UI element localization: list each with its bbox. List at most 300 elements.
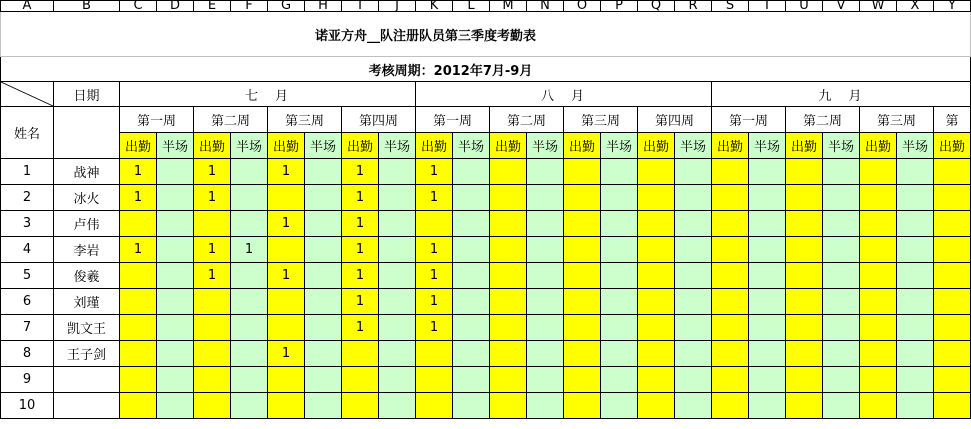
week-header[interactable]: 第三周 xyxy=(268,107,342,133)
attend-cell[interactable] xyxy=(194,289,231,315)
half-cell[interactable] xyxy=(379,237,416,263)
half-cell[interactable] xyxy=(675,237,712,263)
half-cell[interactable] xyxy=(749,185,786,211)
half-header[interactable]: 半场 xyxy=(527,133,564,159)
attend-cell[interactable] xyxy=(934,315,971,341)
half-cell[interactable] xyxy=(157,237,194,263)
attend-cell[interactable]: 1 xyxy=(194,159,231,185)
half-cell[interactable] xyxy=(823,211,860,237)
half-cell[interactable] xyxy=(231,159,268,185)
attend-header[interactable]: 出勤 xyxy=(490,133,527,159)
attend-cell[interactable]: 1 xyxy=(268,341,305,367)
column-header-H[interactable]: H xyxy=(305,1,342,12)
half-cell[interactable] xyxy=(897,185,934,211)
attend-cell[interactable] xyxy=(194,367,231,393)
row-number[interactable]: 1 xyxy=(1,159,54,185)
attend-cell[interactable] xyxy=(860,185,897,211)
half-cell[interactable] xyxy=(601,185,638,211)
column-header-Q[interactable]: Q xyxy=(638,1,675,12)
attend-cell[interactable] xyxy=(564,289,601,315)
week-header[interactable]: 第二周 xyxy=(194,107,268,133)
attend-cell[interactable] xyxy=(342,393,379,419)
half-cell[interactable] xyxy=(601,367,638,393)
attend-cell[interactable]: 1 xyxy=(194,263,231,289)
half-header[interactable]: 半场 xyxy=(379,133,416,159)
attend-cell[interactable] xyxy=(638,263,675,289)
attend-cell[interactable] xyxy=(268,367,305,393)
attend-cell[interactable]: 1 xyxy=(416,185,453,211)
attend-cell[interactable] xyxy=(934,159,971,185)
attend-cell[interactable] xyxy=(638,185,675,211)
attend-cell[interactable] xyxy=(490,263,527,289)
half-cell[interactable] xyxy=(305,315,342,341)
attend-cell[interactable] xyxy=(342,367,379,393)
attend-cell[interactable] xyxy=(490,237,527,263)
attend-cell[interactable] xyxy=(638,393,675,419)
attend-cell[interactable] xyxy=(194,393,231,419)
attend-cell[interactable] xyxy=(490,159,527,185)
half-cell[interactable] xyxy=(305,185,342,211)
half-cell[interactable] xyxy=(157,393,194,419)
half-cell[interactable] xyxy=(379,211,416,237)
week-header[interactable]: 第二周 xyxy=(490,107,564,133)
corner-diagonal-cell[interactable] xyxy=(1,82,54,107)
attend-cell[interactable]: 1 xyxy=(268,211,305,237)
attend-cell[interactable] xyxy=(564,159,601,185)
half-cell[interactable] xyxy=(749,211,786,237)
column-header-M[interactable]: M xyxy=(490,1,527,12)
half-header[interactable]: 半场 xyxy=(897,133,934,159)
attend-header[interactable]: 出勤 xyxy=(712,133,749,159)
week-header[interactable]: 第一周 xyxy=(416,107,490,133)
half-header[interactable]: 半场 xyxy=(231,133,268,159)
attend-cell[interactable] xyxy=(712,211,749,237)
half-cell[interactable] xyxy=(453,367,490,393)
half-cell[interactable] xyxy=(675,341,712,367)
half-cell[interactable] xyxy=(305,341,342,367)
attend-cell[interactable]: 1 xyxy=(342,315,379,341)
attend-cell[interactable] xyxy=(564,211,601,237)
attend-cell[interactable] xyxy=(860,237,897,263)
half-cell[interactable] xyxy=(305,159,342,185)
half-header[interactable]: 半场 xyxy=(601,133,638,159)
column-header-G[interactable]: G xyxy=(268,1,305,12)
attend-cell[interactable]: 1 xyxy=(120,159,157,185)
half-cell[interactable] xyxy=(823,263,860,289)
attend-cell[interactable] xyxy=(490,315,527,341)
half-cell[interactable] xyxy=(675,211,712,237)
half-cell[interactable] xyxy=(453,263,490,289)
half-cell[interactable] xyxy=(897,159,934,185)
half-header[interactable]: 半场 xyxy=(823,133,860,159)
half-cell[interactable] xyxy=(379,393,416,419)
attend-cell[interactable] xyxy=(860,159,897,185)
column-header-E[interactable]: E xyxy=(194,1,231,12)
attend-cell[interactable] xyxy=(712,263,749,289)
column-header-N[interactable]: N xyxy=(527,1,564,12)
attend-cell[interactable]: 1 xyxy=(342,237,379,263)
half-header[interactable]: 半场 xyxy=(749,133,786,159)
attend-cell[interactable] xyxy=(860,263,897,289)
attend-cell[interactable]: 1 xyxy=(416,315,453,341)
attend-cell[interactable] xyxy=(416,393,453,419)
half-cell[interactable] xyxy=(601,159,638,185)
half-cell[interactable] xyxy=(749,315,786,341)
attend-cell[interactable] xyxy=(120,341,157,367)
column-header-D[interactable]: D xyxy=(157,1,194,12)
attend-header[interactable]: 出勤 xyxy=(416,133,453,159)
attend-cell[interactable] xyxy=(934,211,971,237)
attend-cell[interactable]: 1 xyxy=(342,289,379,315)
attend-cell[interactable] xyxy=(934,289,971,315)
member-name[interactable]: 冰火 xyxy=(54,185,120,211)
half-cell[interactable] xyxy=(601,263,638,289)
attend-cell[interactable] xyxy=(490,393,527,419)
date-header-blank[interactable] xyxy=(54,107,120,159)
attend-cell[interactable] xyxy=(860,211,897,237)
attend-header[interactable]: 出勤 xyxy=(860,133,897,159)
half-cell[interactable] xyxy=(527,263,564,289)
attend-cell[interactable] xyxy=(786,185,823,211)
half-cell[interactable] xyxy=(601,237,638,263)
column-header-W[interactable]: W xyxy=(860,1,897,12)
half-cell[interactable] xyxy=(231,211,268,237)
half-header[interactable]: 半场 xyxy=(157,133,194,159)
column-header-R[interactable]: R xyxy=(675,1,712,12)
half-cell[interactable] xyxy=(231,393,268,419)
attend-cell[interactable] xyxy=(268,289,305,315)
attend-cell[interactable] xyxy=(638,315,675,341)
attend-cell[interactable] xyxy=(120,263,157,289)
column-header-I[interactable]: I xyxy=(342,1,379,12)
half-cell[interactable] xyxy=(749,367,786,393)
column-header-B[interactable]: B xyxy=(54,1,120,12)
half-cell[interactable] xyxy=(157,185,194,211)
week-header[interactable]: 第二周 xyxy=(786,107,860,133)
column-header-X[interactable]: X xyxy=(897,1,934,12)
attend-cell[interactable]: 1 xyxy=(416,263,453,289)
half-cell[interactable] xyxy=(675,289,712,315)
week-header[interactable]: 第四周 xyxy=(638,107,712,133)
attend-cell[interactable] xyxy=(490,211,527,237)
half-cell[interactable] xyxy=(527,159,564,185)
date-header[interactable]: 日期 xyxy=(54,82,120,107)
month-header-1[interactable]: 七 月 xyxy=(120,82,416,107)
member-name[interactable]: 刘瑾 xyxy=(54,289,120,315)
attend-cell[interactable] xyxy=(934,393,971,419)
half-cell[interactable] xyxy=(823,393,860,419)
half-cell[interactable] xyxy=(601,289,638,315)
attend-cell[interactable] xyxy=(490,341,527,367)
row-number[interactable]: 10 xyxy=(1,393,54,419)
attend-cell[interactable] xyxy=(712,315,749,341)
member-name[interactable]: 王子剑 xyxy=(54,341,120,367)
half-cell[interactable] xyxy=(527,367,564,393)
half-cell[interactable] xyxy=(527,185,564,211)
half-cell[interactable] xyxy=(453,289,490,315)
column-header-F[interactable]: F xyxy=(231,1,268,12)
attend-cell[interactable] xyxy=(194,211,231,237)
half-cell[interactable] xyxy=(231,315,268,341)
attend-cell[interactable] xyxy=(564,237,601,263)
attend-cell[interactable] xyxy=(786,159,823,185)
half-cell[interactable] xyxy=(379,159,416,185)
attend-cell[interactable] xyxy=(268,315,305,341)
attend-cell[interactable] xyxy=(268,185,305,211)
attend-cell[interactable] xyxy=(934,367,971,393)
attend-cell[interactable] xyxy=(712,159,749,185)
half-cell[interactable] xyxy=(231,341,268,367)
column-header-A[interactable]: A xyxy=(1,1,54,12)
attend-cell[interactable] xyxy=(564,315,601,341)
half-cell[interactable] xyxy=(157,263,194,289)
half-cell[interactable] xyxy=(379,315,416,341)
half-cell[interactable] xyxy=(749,237,786,263)
member-name[interactable] xyxy=(54,393,120,419)
attend-cell[interactable] xyxy=(860,289,897,315)
half-cell[interactable] xyxy=(527,315,564,341)
half-cell[interactable] xyxy=(453,237,490,263)
half-cell[interactable] xyxy=(897,393,934,419)
attend-cell[interactable] xyxy=(934,237,971,263)
half-cell[interactable] xyxy=(823,315,860,341)
half-cell[interactable] xyxy=(897,289,934,315)
column-header-K[interactable]: K xyxy=(416,1,453,12)
half-cell[interactable] xyxy=(823,185,860,211)
attend-cell[interactable]: 1 xyxy=(194,237,231,263)
attend-header[interactable]: 出勤 xyxy=(564,133,601,159)
half-cell[interactable] xyxy=(897,263,934,289)
sheet-title[interactable]: 诺亚方舟__队注册队员第三季度考勤表 xyxy=(1,12,971,57)
half-cell[interactable] xyxy=(823,237,860,263)
attend-cell[interactable] xyxy=(120,315,157,341)
half-cell[interactable] xyxy=(527,341,564,367)
half-cell[interactable] xyxy=(231,185,268,211)
attend-cell[interactable] xyxy=(934,341,971,367)
half-cell[interactable] xyxy=(231,263,268,289)
half-cell[interactable] xyxy=(305,367,342,393)
attend-cell[interactable] xyxy=(490,367,527,393)
half-cell[interactable] xyxy=(897,341,934,367)
half-cell[interactable] xyxy=(749,263,786,289)
attend-cell[interactable]: 1 xyxy=(416,289,453,315)
attend-cell[interactable]: 1 xyxy=(120,237,157,263)
week-header[interactable]: 第一周 xyxy=(120,107,194,133)
half-cell[interactable] xyxy=(379,185,416,211)
half-cell[interactable] xyxy=(823,341,860,367)
attend-cell[interactable]: 1 xyxy=(416,237,453,263)
attend-cell[interactable] xyxy=(416,341,453,367)
half-cell[interactable] xyxy=(823,367,860,393)
column-header-S[interactable]: S xyxy=(712,1,749,12)
half-cell[interactable] xyxy=(675,315,712,341)
column-header-V[interactable]: V xyxy=(823,1,860,12)
attend-cell[interactable] xyxy=(490,289,527,315)
attend-cell[interactable] xyxy=(564,367,601,393)
column-header-L[interactable]: L xyxy=(453,1,490,12)
attend-header[interactable]: 出勤 xyxy=(268,133,305,159)
half-cell[interactable] xyxy=(157,341,194,367)
half-cell[interactable] xyxy=(231,367,268,393)
month-header-2[interactable]: 八 月 xyxy=(416,82,712,107)
half-cell[interactable] xyxy=(601,211,638,237)
half-cell[interactable] xyxy=(749,341,786,367)
attend-header[interactable]: 出勤 xyxy=(786,133,823,159)
row-number[interactable]: 5 xyxy=(1,263,54,289)
period-label[interactable]: 考核周期：2012年7月-9月 xyxy=(1,57,971,82)
attend-cell[interactable] xyxy=(712,393,749,419)
half-cell[interactable] xyxy=(749,159,786,185)
member-name[interactable] xyxy=(54,367,120,393)
attend-cell[interactable] xyxy=(712,367,749,393)
attend-cell[interactable] xyxy=(712,341,749,367)
half-cell[interactable] xyxy=(601,315,638,341)
half-cell[interactable] xyxy=(305,289,342,315)
attend-cell[interactable] xyxy=(342,341,379,367)
name-header[interactable]: 姓名 xyxy=(1,107,54,159)
half-cell[interactable] xyxy=(675,159,712,185)
attend-cell[interactable] xyxy=(638,159,675,185)
attend-cell[interactable] xyxy=(564,185,601,211)
week-header[interactable]: 第四周 xyxy=(342,107,416,133)
attend-cell[interactable] xyxy=(786,289,823,315)
attend-cell[interactable] xyxy=(120,289,157,315)
half-cell[interactable] xyxy=(453,341,490,367)
attend-cell[interactable] xyxy=(120,367,157,393)
attend-cell[interactable] xyxy=(860,393,897,419)
half-cell[interactable] xyxy=(157,367,194,393)
attend-cell[interactable] xyxy=(860,315,897,341)
week-header[interactable]: 第三周 xyxy=(564,107,638,133)
row-number[interactable]: 4 xyxy=(1,237,54,263)
attend-header[interactable]: 出勤 xyxy=(120,133,157,159)
half-cell[interactable] xyxy=(527,393,564,419)
half-cell[interactable] xyxy=(749,393,786,419)
half-cell[interactable] xyxy=(675,263,712,289)
attend-cell[interactable] xyxy=(564,341,601,367)
attend-cell[interactable] xyxy=(712,185,749,211)
week-header[interactable]: 第一周 xyxy=(712,107,786,133)
attend-cell[interactable] xyxy=(786,315,823,341)
attend-cell[interactable]: 1 xyxy=(342,185,379,211)
half-cell[interactable] xyxy=(305,237,342,263)
attend-cell[interactable] xyxy=(934,263,971,289)
attend-header[interactable]: 出勤 xyxy=(194,133,231,159)
column-header-J[interactable]: J xyxy=(379,1,416,12)
half-cell[interactable] xyxy=(749,289,786,315)
attend-cell[interactable] xyxy=(120,393,157,419)
row-number[interactable]: 6 xyxy=(1,289,54,315)
attend-cell[interactable]: 1 xyxy=(342,263,379,289)
half-cell[interactable] xyxy=(231,289,268,315)
attend-cell[interactable] xyxy=(638,367,675,393)
attend-cell[interactable]: 1 xyxy=(120,185,157,211)
column-header-O[interactable]: O xyxy=(564,1,601,12)
attend-cell[interactable]: 1 xyxy=(194,185,231,211)
half-cell[interactable] xyxy=(897,237,934,263)
attend-cell[interactable]: 1 xyxy=(268,263,305,289)
attend-cell[interactable] xyxy=(786,211,823,237)
half-cell[interactable] xyxy=(527,211,564,237)
column-header-P[interactable]: P xyxy=(601,1,638,12)
attend-cell[interactable] xyxy=(268,393,305,419)
attend-cell[interactable] xyxy=(786,367,823,393)
attend-cell[interactable]: 1 xyxy=(342,211,379,237)
half-cell[interactable] xyxy=(823,289,860,315)
attend-cell[interactable] xyxy=(638,237,675,263)
half-cell[interactable] xyxy=(897,367,934,393)
attend-cell[interactable]: 1 xyxy=(268,159,305,185)
column-header-T[interactable]: T xyxy=(749,1,786,12)
attend-cell[interactable] xyxy=(860,341,897,367)
column-header-Y[interactable]: Y xyxy=(934,1,971,12)
column-header-C[interactable]: C xyxy=(120,1,157,12)
attend-cell[interactable] xyxy=(712,237,749,263)
attend-cell[interactable] xyxy=(934,185,971,211)
attend-cell[interactable] xyxy=(860,367,897,393)
member-name[interactable]: 战神 xyxy=(54,159,120,185)
half-cell[interactable] xyxy=(379,367,416,393)
attend-cell[interactable] xyxy=(638,289,675,315)
row-number[interactable]: 7 xyxy=(1,315,54,341)
attend-cell[interactable]: 1 xyxy=(342,159,379,185)
week-header[interactable]: 第三周 xyxy=(860,107,934,133)
member-name[interactable]: 卢伟 xyxy=(54,211,120,237)
attend-cell[interactable] xyxy=(786,237,823,263)
row-number[interactable]: 8 xyxy=(1,341,54,367)
half-cell[interactable] xyxy=(379,289,416,315)
attend-cell[interactable] xyxy=(416,211,453,237)
half-cell[interactable]: 1 xyxy=(231,237,268,263)
attend-cell[interactable] xyxy=(638,341,675,367)
month-header-3[interactable]: 九 月 xyxy=(712,82,971,107)
half-cell[interactable] xyxy=(675,367,712,393)
row-number[interactable]: 9 xyxy=(1,367,54,393)
half-cell[interactable] xyxy=(675,185,712,211)
attend-cell[interactable] xyxy=(194,315,231,341)
attend-header[interactable]: 出勤 xyxy=(342,133,379,159)
half-header[interactable]: 半场 xyxy=(305,133,342,159)
attend-cell[interactable] xyxy=(564,393,601,419)
half-cell[interactable] xyxy=(527,289,564,315)
attend-cell[interactable] xyxy=(786,341,823,367)
half-cell[interactable] xyxy=(453,211,490,237)
half-cell[interactable] xyxy=(897,315,934,341)
member-name[interactable]: 李岩 xyxy=(54,237,120,263)
half-cell[interactable] xyxy=(305,211,342,237)
half-cell[interactable] xyxy=(675,393,712,419)
attend-cell[interactable]: 1 xyxy=(416,159,453,185)
half-cell[interactable] xyxy=(601,393,638,419)
member-name[interactable]: 凯文王 xyxy=(54,315,120,341)
attend-cell[interactable] xyxy=(564,263,601,289)
attend-header[interactable]: 出勤 xyxy=(638,133,675,159)
half-cell[interactable] xyxy=(601,341,638,367)
half-cell[interactable] xyxy=(379,263,416,289)
row-number[interactable]: 3 xyxy=(1,211,54,237)
half-cell[interactable] xyxy=(453,315,490,341)
attend-cell[interactable] xyxy=(786,263,823,289)
half-cell[interactable] xyxy=(305,393,342,419)
half-cell[interactable] xyxy=(305,263,342,289)
half-cell[interactable] xyxy=(823,159,860,185)
attend-cell[interactable] xyxy=(268,237,305,263)
half-cell[interactable] xyxy=(157,315,194,341)
half-cell[interactable] xyxy=(379,341,416,367)
week-header-partial[interactable]: 第 xyxy=(934,107,971,133)
half-cell[interactable] xyxy=(453,159,490,185)
half-header[interactable]: 半场 xyxy=(675,133,712,159)
